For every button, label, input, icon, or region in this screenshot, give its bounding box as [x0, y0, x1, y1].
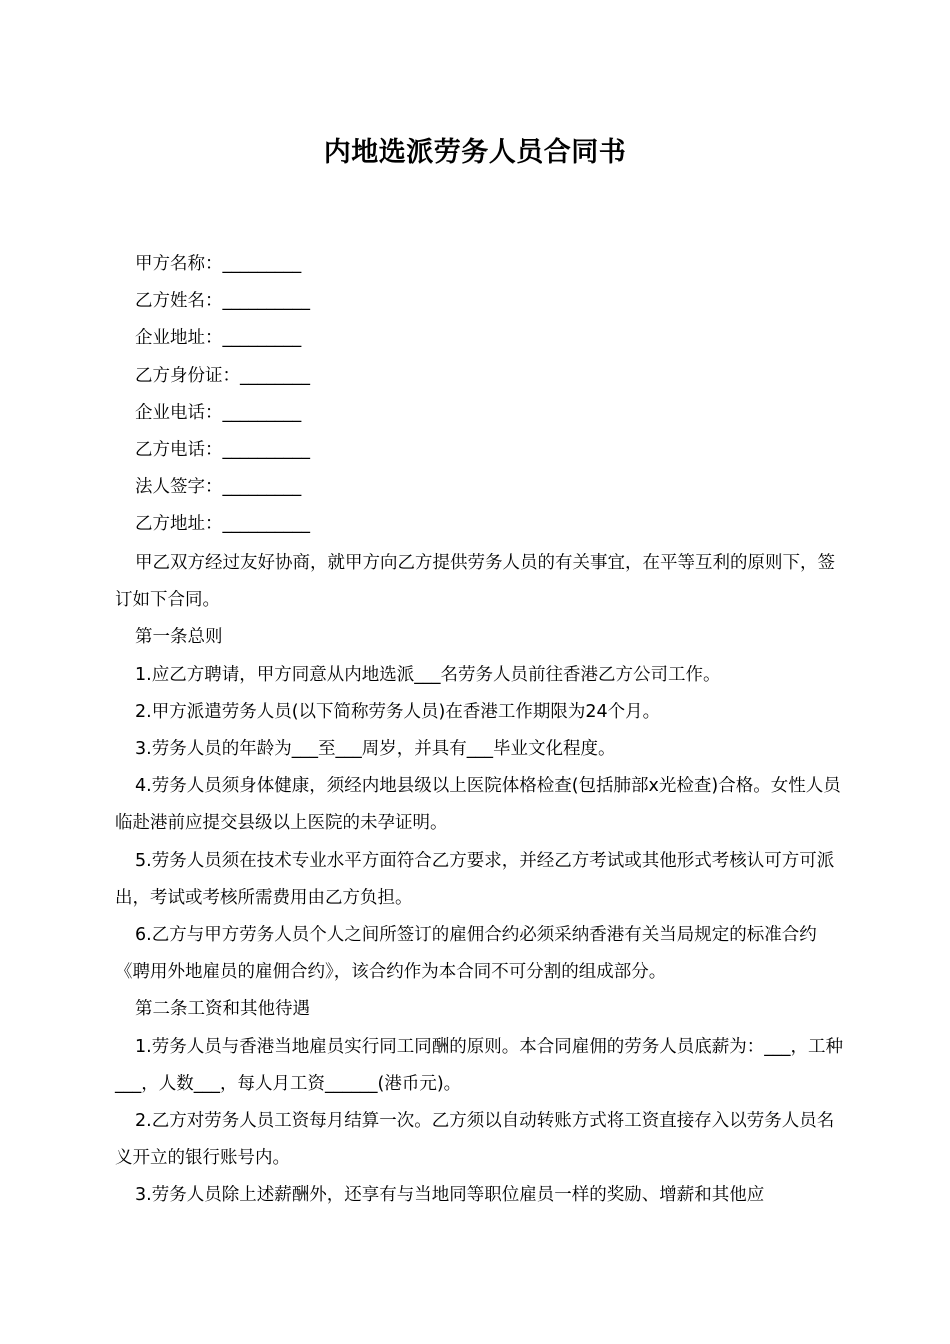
contract-body [115, 545, 843, 1215]
legal-rep-signature-field: 法人签字：_________ [135, 477, 302, 498]
company-phone-field: 企业电话：_________ [135, 402, 302, 423]
clause-2-3: 3.劳务人员除上述薪酬外，还享有与当地同等职位雇员一样的奖励、增薪和其他应 [135, 1185, 765, 1206]
preamble-paragraph: 甲乙双方经过友好协商，就甲方向乙方提供劳务人员的有关事宜，在平等互利的原则下，签订如下合同。 [115, 553, 835, 611]
party-b-id-field: 乙方身份证：________ [135, 365, 310, 386]
section-heading-wages: 第二条工资和其他待遇 [135, 999, 310, 1020]
party-a-name-field: 甲方名称：_________ [135, 254, 302, 274]
section-heading-general: 第一条总则 [135, 627, 223, 648]
clause-1-2: 2.甲方派遣劳务人员(以下简称劳务人员)在香港工作期限为24个月。 [135, 701, 661, 722]
clause-2-2: 2.乙方对劳务人员工资每月结算一次。乙方须以自动转账方式将工资直接存入以劳务人员名义开立的银行账号内。 [115, 1111, 835, 1169]
party-b-name-field: 乙方姓名：__________ [135, 291, 310, 312]
party-b-address-field: 乙方地址：__________ [135, 514, 310, 535]
clause-1-1: 1.应乙方聘请，甲方同意从内地选派___名劳务人员前往香港乙方公司工作。 [135, 664, 721, 685]
company-address-field: 企业地址：_________ [135, 328, 302, 349]
clause-1-6: 6.乙方与甲方劳务人员个人之间所签订的雇佣合约必须采纳香港有关当局规定的标准合约《聘用外地雇员的雇佣合约》，该合约作为本合同不可分割的组成部分。 [115, 925, 817, 983]
clause-2-1: 1.劳务人员与香港当地雇员实行同工同酬的原则。本合同雇佣的劳务人员底薪为：___，工种___，人数___，每人月工资______(港币元)。 [115, 1036, 843, 1094]
clause-1-3: 3.劳务人员的年龄为___至___周岁，并具有___毕业文化程度。 [135, 739, 616, 760]
clause-1-5: 5.劳务人员须在技术专业水平方面符合乙方要求，并经乙方考试或其他形式考核认可方可派出，考试或考核所需费用由乙方负担。 [115, 850, 835, 908]
document-title: 内地选派劳务人员合同书 [323, 137, 627, 168]
party-info-fields [135, 249, 310, 547]
clause-1-4: 4.劳务人员须身体健康，须经内地县级以上医院体格检查(包括肺部x光检查)合格。女性人员临赴港前应提交县级以上医院的未孕证明。 [115, 776, 841, 834]
party-b-phone-field: 乙方电话：__________ [135, 439, 310, 460]
